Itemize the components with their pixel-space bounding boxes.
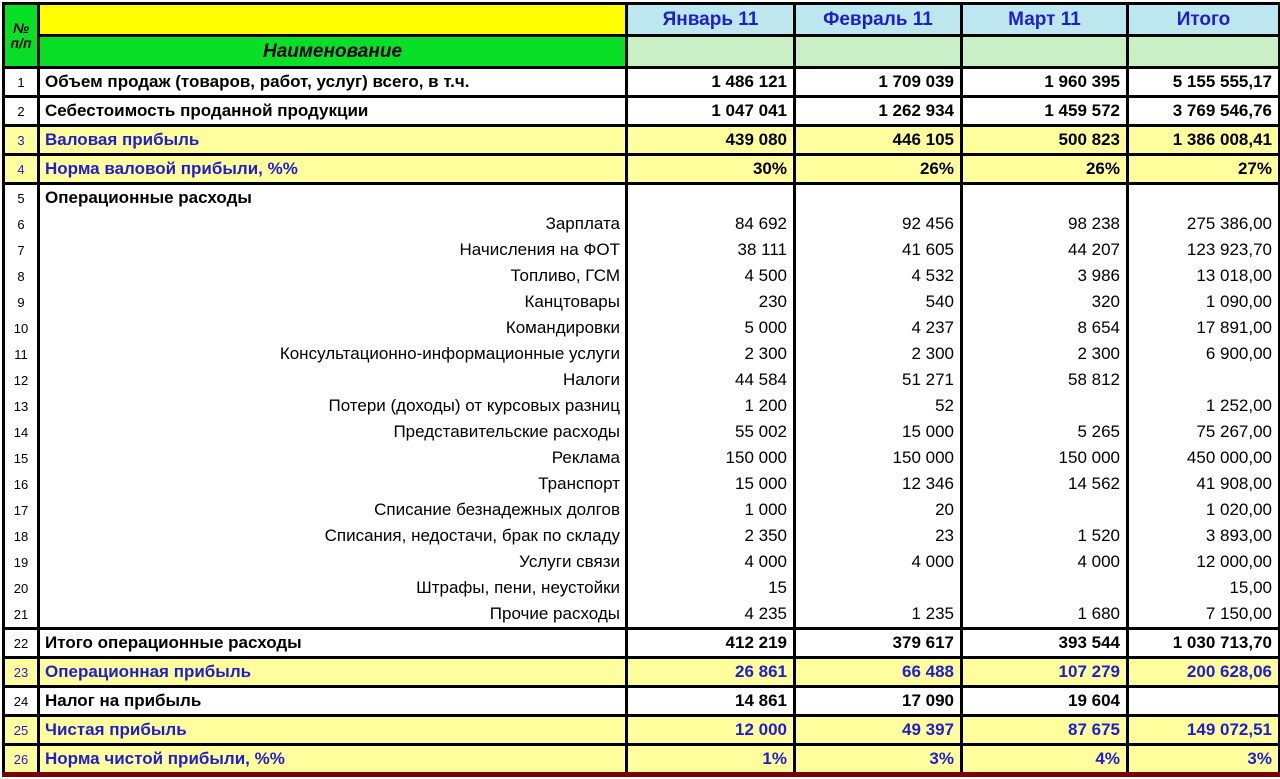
value-cell-march[interactable]: 14 562 [962,471,1128,497]
value-cell-february[interactable]: 4 532 [795,263,962,289]
row-number-cell[interactable]: 26 [4,745,39,775]
value-cell-march[interactable] [962,497,1128,523]
row-label-cell[interactable]: Услуги связи [39,549,627,575]
row-label-cell[interactable]: Консультационно-информационные услуги [39,341,627,367]
value-cell-february[interactable] [795,184,962,212]
row-number-cell[interactable]: 9 [4,289,39,315]
row-number-cell[interactable]: 1 [4,68,39,97]
value-cell-march[interactable]: 3 986 [962,263,1128,289]
value-cell-february[interactable] [795,575,962,601]
value-cell-february[interactable]: 26% [795,155,962,184]
row-number-cell[interactable]: 13 [4,393,39,419]
value-cell-march[interactable]: 44 207 [962,237,1128,263]
row-number-cell[interactable]: 15 [4,445,39,471]
column-header-january[interactable]: Январь 11 [627,4,795,36]
value-cell-january[interactable]: 12 000 [627,716,795,745]
table-row [4,289,1280,315]
table-row [4,126,1280,155]
table-row [4,575,1280,601]
header-row-name [4,36,1280,68]
value-cell-total[interactable]: 12 000,00 [1128,549,1280,575]
value-cell-march[interactable]: 393 544 [962,629,1128,658]
value-cell-january[interactable]: 44 584 [627,367,795,393]
value-cell-february[interactable]: 1 709 039 [795,68,962,97]
row-label-cell[interactable]: Валовая прибыль [39,126,627,155]
row-label-cell[interactable]: Списания, недостачи, брак по складу [39,523,627,549]
header-row-months [4,4,1280,36]
value-cell-february[interactable]: 3% [795,745,962,775]
subheader-cell-february[interactable] [795,36,962,68]
value-cell-total[interactable]: 5 155 555,17 [1128,68,1280,97]
row-label-cell[interactable]: Командировки [39,315,627,341]
row-label-cell[interactable]: Реклама [39,445,627,471]
value-cell-total[interactable]: 1 020,00 [1128,497,1280,523]
value-cell-january[interactable] [627,184,795,212]
value-cell-total[interactable]: 1 030 713,70 [1128,629,1280,658]
value-cell-march[interactable]: 320 [962,289,1128,315]
row-number-cell[interactable]: 20 [4,575,39,601]
column-header-february[interactable]: Февраль 11 [795,4,962,36]
value-cell-february[interactable]: 4 237 [795,315,962,341]
value-cell-january[interactable]: 84 692 [627,211,795,237]
value-cell-february[interactable]: 51 271 [795,367,962,393]
row-label-cell[interactable]: Штрафы, пени, неустойки [39,575,627,601]
value-cell-march[interactable]: 87 675 [962,716,1128,745]
value-cell-january[interactable]: 26 861 [627,658,795,687]
value-cell-february[interactable]: 1 235 [795,601,962,629]
row-label-cell[interactable]: Операционные расходы [39,184,627,212]
value-cell-total[interactable] [1128,184,1280,212]
row-label-cell[interactable]: Чистая прибыль [39,716,627,745]
value-cell-march[interactable]: 1 459 572 [962,97,1128,126]
value-cell-february[interactable]: 2 300 [795,341,962,367]
table-row [4,367,1280,393]
row-number-cell[interactable]: 21 [4,601,39,629]
row-number-cell[interactable]: 3 [4,126,39,155]
table-row [4,497,1280,523]
row-label-cell[interactable]: Зарплата [39,211,627,237]
row-number-cell[interactable]: 8 [4,263,39,289]
value-cell-total[interactable]: 149 072,51 [1128,716,1280,745]
row-number-cell[interactable]: 22 [4,629,39,658]
value-cell-march[interactable]: 8 654 [962,315,1128,341]
table-row [4,601,1280,629]
value-cell-march[interactable] [962,393,1128,419]
row-number-header-line2: п/п [10,34,32,51]
value-cell-january[interactable]: 38 111 [627,237,795,263]
value-cell-total[interactable]: 1 090,00 [1128,289,1280,315]
value-cell-january[interactable]: 30% [627,155,795,184]
value-cell-january[interactable]: 439 080 [627,126,795,155]
row-number-cell[interactable]: 23 [4,658,39,687]
row-number-cell[interactable]: 10 [4,315,39,341]
subheader-cell-total[interactable] [1128,36,1280,68]
table-row [4,155,1280,184]
value-cell-february[interactable]: 15 000 [795,419,962,445]
table-row [4,315,1280,341]
table-row [4,716,1280,745]
row-label-cell[interactable]: Итого операционные расходы [39,629,627,658]
value-cell-total[interactable]: 41 908,00 [1128,471,1280,497]
value-cell-total[interactable]: 27% [1128,155,1280,184]
value-cell-total[interactable]: 275 386,00 [1128,211,1280,237]
value-cell-march[interactable]: 4 000 [962,549,1128,575]
value-cell-february[interactable]: 446 105 [795,126,962,155]
value-cell-march[interactable]: 4% [962,745,1128,775]
table-row [4,263,1280,289]
row-label-cell[interactable]: Топливо, ГСМ [39,263,627,289]
value-cell-total[interactable]: 3% [1128,745,1280,775]
row-number-column-header[interactable] [4,4,39,68]
value-cell-january[interactable]: 230 [627,289,795,315]
name-column-spacer-cell[interactable] [39,4,627,36]
value-cell-total[interactable] [1128,687,1280,716]
value-cell-january[interactable]: 412 219 [627,629,795,658]
table-row [4,629,1280,658]
value-cell-january[interactable]: 4 500 [627,263,795,289]
row-label-cell[interactable]: Транспорт [39,471,627,497]
value-cell-february[interactable]: 52 [795,393,962,419]
value-cell-february[interactable]: 41 605 [795,237,962,263]
row-label-cell[interactable]: Начисления на ФОТ [39,237,627,263]
value-cell-total[interactable] [1128,367,1280,393]
value-cell-january[interactable]: 2 300 [627,341,795,367]
row-number-cell[interactable]: 16 [4,471,39,497]
row-number-cell[interactable]: 14 [4,419,39,445]
value-cell-total[interactable]: 123 923,70 [1128,237,1280,263]
value-cell-total[interactable]: 1 252,00 [1128,393,1280,419]
value-cell-january[interactable]: 150 000 [627,445,795,471]
table-row [4,97,1280,126]
table-row [4,471,1280,497]
table-row [4,211,1280,237]
table-row [4,68,1280,97]
value-cell-march[interactable]: 26% [962,155,1128,184]
row-label-cell[interactable]: Операционная прибыль [39,658,627,687]
row-number-cell[interactable]: 19 [4,549,39,575]
value-cell-february[interactable]: 92 456 [795,211,962,237]
value-cell-january[interactable]: 15 000 [627,471,795,497]
row-number-cell[interactable]: 11 [4,341,39,367]
value-cell-march[interactable] [962,184,1128,212]
value-cell-total[interactable]: 7 150,00 [1128,601,1280,629]
value-cell-march[interactable]: 1 960 395 [962,68,1128,97]
value-cell-total[interactable]: 1 386 008,41 [1128,126,1280,155]
column-header-march[interactable]: Март 11 [962,4,1128,36]
value-cell-total[interactable]: 15,00 [1128,575,1280,601]
table-row [4,419,1280,445]
row-number-cell[interactable]: 7 [4,237,39,263]
column-header-total[interactable]: Итого [1128,4,1280,36]
value-cell-january[interactable]: 4 235 [627,601,795,629]
row-number-cell[interactable]: 2 [4,97,39,126]
table-row [4,549,1280,575]
row-number-cell[interactable]: 6 [4,211,39,237]
table-row [4,184,1280,212]
value-cell-march[interactable]: 5 265 [962,419,1128,445]
value-cell-february[interactable]: 1 262 934 [795,97,962,126]
row-number-cell[interactable]: 5 [4,184,39,212]
row-number-cell[interactable]: 4 [4,155,39,184]
row-label-cell[interactable]: Канцтовары [39,289,627,315]
name-column-header[interactable]: Наименование [39,36,627,68]
value-cell-march[interactable] [962,575,1128,601]
value-cell-march[interactable]: 19 604 [962,687,1128,716]
row-number-cell[interactable]: 18 [4,523,39,549]
value-cell-january[interactable]: 4 000 [627,549,795,575]
value-cell-total[interactable]: 17 891,00 [1128,315,1280,341]
value-cell-total[interactable]: 200 628,06 [1128,658,1280,687]
value-cell-total[interactable]: 13 018,00 [1128,263,1280,289]
value-cell-february[interactable]: 20 [795,497,962,523]
value-cell-january[interactable]: 1% [627,745,795,775]
row-number-cell[interactable]: 24 [4,687,39,716]
value-cell-total[interactable]: 6 900,00 [1128,341,1280,367]
value-cell-february[interactable]: 23 [795,523,962,549]
table-row [4,687,1280,716]
subheader-cell-january[interactable] [627,36,795,68]
value-cell-february[interactable]: 12 346 [795,471,962,497]
row-label-cell[interactable]: Представительские расходы [39,419,627,445]
value-cell-january[interactable]: 55 002 [627,419,795,445]
value-cell-january[interactable]: 1 200 [627,393,795,419]
row-label-cell[interactable]: Себестоимость проданной продукции [39,97,627,126]
row-label-cell[interactable]: Прочие расходы [39,601,627,629]
value-cell-february[interactable]: 66 488 [795,658,962,687]
value-cell-total[interactable]: 75 267,00 [1128,419,1280,445]
pnl-table [2,2,1280,777]
value-cell-february[interactable]: 540 [795,289,962,315]
row-number-cell[interactable]: 25 [4,716,39,745]
value-cell-january[interactable]: 1 486 121 [627,68,795,97]
row-number-header-line1: № [12,19,30,36]
value-cell-march[interactable]: 1 680 [962,601,1128,629]
value-cell-january[interactable]: 1 000 [627,497,795,523]
value-cell-march[interactable]: 58 812 [962,367,1128,393]
value-cell-march[interactable]: 150 000 [962,445,1128,471]
row-label-cell[interactable]: Списание безнадежных долгов [39,497,627,523]
value-cell-march[interactable]: 500 823 [962,126,1128,155]
value-cell-february[interactable]: 49 397 [795,716,962,745]
row-label-cell[interactable]: Налоги [39,367,627,393]
value-cell-february[interactable]: 379 617 [795,629,962,658]
table-row [4,393,1280,419]
value-cell-total[interactable]: 3 769 546,76 [1128,97,1280,126]
table-row [4,341,1280,367]
value-cell-total[interactable]: 3 893,00 [1128,523,1280,549]
table-body [4,68,1280,775]
row-number-cell[interactable]: 17 [4,497,39,523]
subheader-cell-march[interactable] [962,36,1128,68]
value-cell-total[interactable]: 450 000,00 [1128,445,1280,471]
value-cell-february[interactable]: 150 000 [795,445,962,471]
value-cell-february[interactable]: 4 000 [795,549,962,575]
value-cell-march[interactable]: 1 520 [962,523,1128,549]
row-label-cell[interactable]: Налог на прибыль [39,687,627,716]
value-cell-january[interactable]: 5 000 [627,315,795,341]
value-cell-january[interactable]: 14 861 [627,687,795,716]
row-label-cell[interactable]: Объем продаж (товаров, работ, услуг) всего, в т.ч. [39,68,627,97]
value-cell-january[interactable]: 2 350 [627,523,795,549]
table-row [4,237,1280,263]
table-row [4,445,1280,471]
value-cell-march[interactable]: 107 279 [962,658,1128,687]
table-row [4,658,1280,687]
value-cell-january[interactable]: 15 [627,575,795,601]
value-cell-february[interactable]: 17 090 [795,687,962,716]
row-label-cell[interactable]: Потери (доходы) от курсовых разниц [39,393,627,419]
value-cell-march[interactable]: 98 238 [962,211,1128,237]
value-cell-march[interactable]: 2 300 [962,341,1128,367]
table-row [4,745,1280,775]
row-number-cell[interactable]: 12 [4,367,39,393]
row-label-cell[interactable]: Норма валовой прибыли, %% [39,155,627,184]
table-row [4,523,1280,549]
row-label-cell[interactable]: Норма чистой прибыли, %% [39,745,627,775]
value-cell-january[interactable]: 1 047 041 [627,97,795,126]
